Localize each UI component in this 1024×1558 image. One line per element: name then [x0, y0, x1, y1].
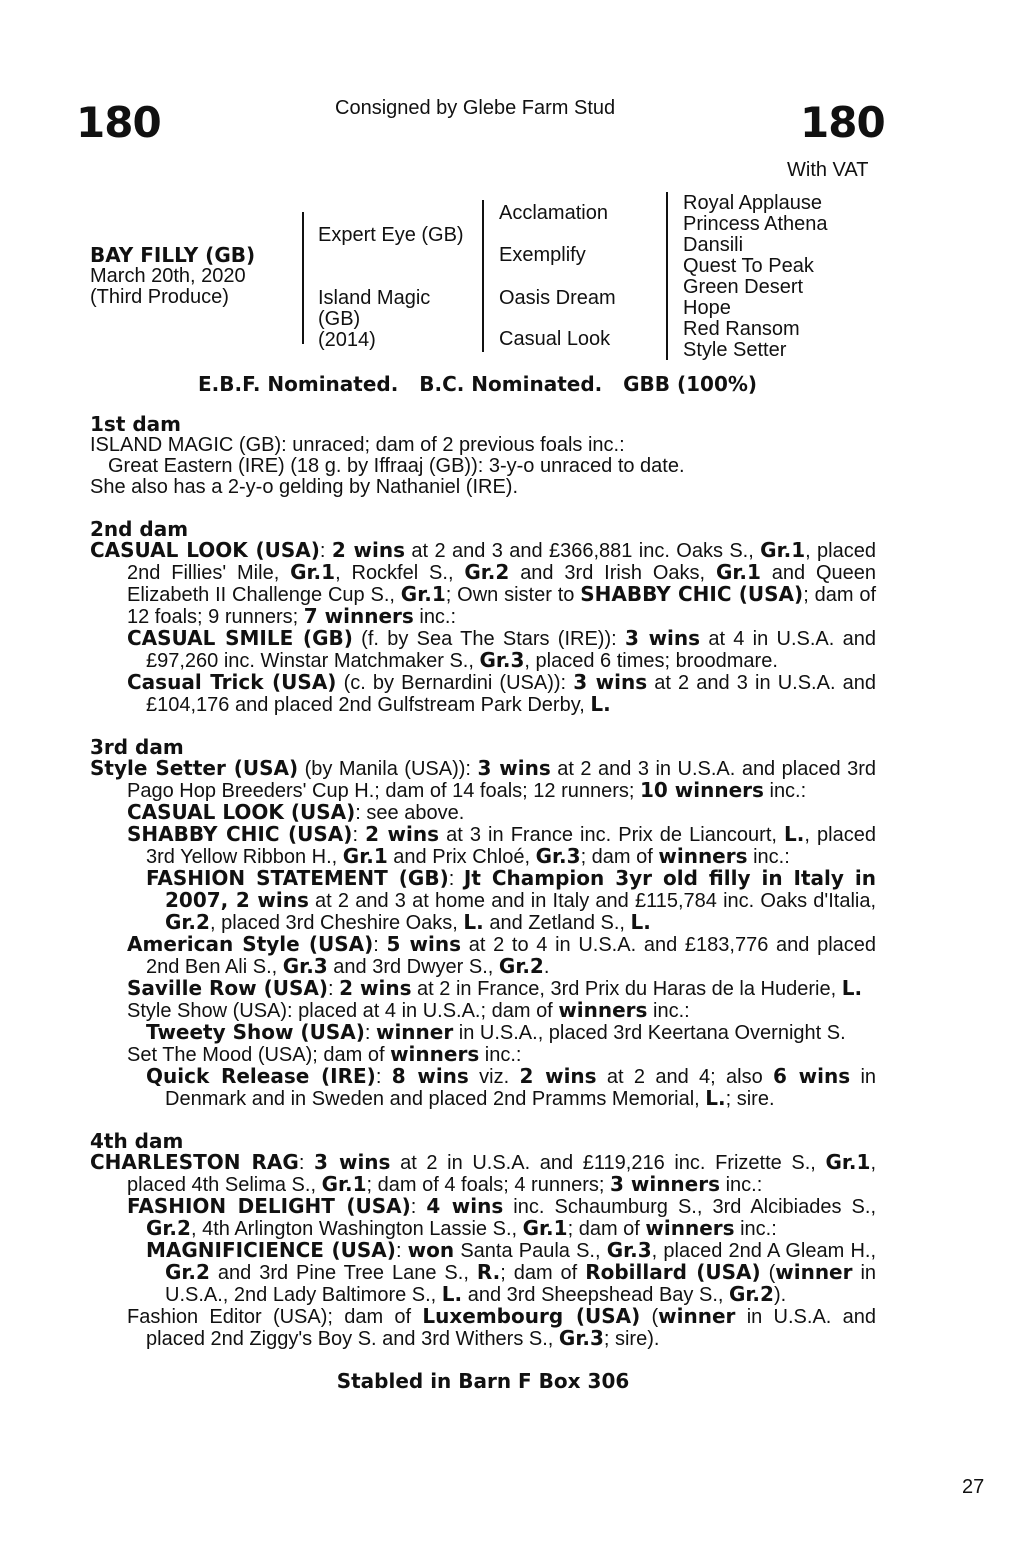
fourth-dam-produce-2: Fashion Editor (USA); dam of Luxembourg (USA) (winner in U.S.A. and placed 2nd Ziggy's Boy S. and 3rd Withers S., Gr.3; sire).: [127, 1304, 876, 1350]
fourth-dam-grandproduce-1: MAGNIFICIENCE (USA): won Santa Paula S., Gr.3, placed 2nd A Gleam H., Gr.2 and 3rd Pine Tree Lane S., R.; dam of Robillard (USA) (winner in U.S.A., 2nd Lady Baltimore S., L. and 3rd Sheepshead Bay S., Gr.2).: [146, 1238, 877, 1306]
lot-number-left: 180: [76, 98, 161, 147]
produce-note: (Third Produce): [90, 286, 229, 308]
pedigree-bracket-1: [302, 212, 304, 344]
pedigree-dam: [318, 288, 430, 351]
fourth-dam-entry: CHARLESTON RAG: 3 wins at 2 in U.S.A. and £119,216 inc. Frizette S., Gr.1, placed 4th Selima S., Gr.1; dam of 4 foals; 4 runners; 3 winners inc.:: [90, 1150, 876, 1196]
second-dam-produce-2: Casual Trick (USA) (c. by Bernardini (USA)): 3 wins at 2 and 3 in U.S.A. and £104,176 and placed 2nd Gulfstream Park Derby, L.: [127, 670, 876, 716]
first-dam-foal: Great Eastern (IRE) (18 g. by Iffraaj (GB)): 3-y-o unraced to date.: [108, 455, 685, 477]
pedigree-sire-sire: Acclamation: [499, 202, 608, 224]
pedigree-dam-sire: Oasis Dream: [499, 287, 616, 309]
nominations: E.B.F. Nominated. B.C. Nominated. GBB (100%): [198, 372, 758, 396]
fourth-dam-produce-1: FASHION DELIGHT (USA): 4 wins inc. Schaumburg S., 3rd Alcibiades S., Gr.2, 4th Arlington Washington Lassie S., Gr.1; dam of winners inc.:: [127, 1194, 877, 1240]
pedigree-dam-country: (GB): [318, 308, 361, 330]
foaling-date: March 20th, 2020: [90, 265, 246, 287]
pedigree-g7: Red Ransom: [683, 318, 800, 340]
third-dam-grandproduce-3: Quick Release (IRE): 8 wins viz. 2 wins at 2 and 4; also 6 wins in Denmark and in Sweden and placed 2nd Pramms Memorial, L.; sire.: [146, 1064, 877, 1110]
pedigree-bracket-2: [482, 200, 484, 352]
second-dam-heading: 2nd dam: [90, 517, 189, 541]
pedigree-dam-name: Island Magic: [318, 287, 431, 309]
pedigree-g4: Quest To Peak: [683, 255, 814, 277]
first-dam-heading: 1st dam: [90, 412, 181, 436]
stabled-note: Stabled in Barn F Box 306: [336, 1369, 630, 1393]
pedigree-grandparents: [683, 193, 828, 361]
horse-info: [90, 245, 255, 308]
consignor: Consigned by Glebe Farm Stud: [335, 97, 616, 119]
third-dam-produce-2: SHABBY CHIC (USA): 2 wins at 3 in France inc. Prix de Liancourt, L., placed 3rd Yellow Ribbon H., Gr.1 and Prix Chloé, Gr.3; dam of winners inc.:: [127, 822, 876, 868]
lot-number-right: 180: [800, 98, 885, 147]
pedigree-g2: Princess Athena: [683, 213, 828, 235]
vat-note: With VAT: [787, 159, 869, 181]
first-dam-line: ISLAND MAGIC (GB): unraced; dam of 2 previous foals inc.:: [90, 434, 625, 456]
pedigree-dam-year: (2014): [318, 329, 376, 351]
third-dam-heading: 3rd dam: [90, 735, 184, 759]
third-dam-produce-3: American Style (USA): 5 wins at 2 to 4 in U.S.A. and £183,776 and placed 2nd Ben Ali S., Gr.3 and 3rd Dwyer S., Gr.2.: [127, 932, 877, 978]
third-dam-produce-4: Saville Row (USA): 2 wins at 2 in France, 3rd Prix du Haras de la Huderie, L.: [127, 976, 863, 1000]
pedigree-sire: Expert Eye (GB): [318, 224, 464, 246]
third-dam-grandproduce-1: FASHION STATEMENT (GB): Jt Champion 3yr old filly in Italy in 2007, 2 wins at 2 and 3 at home and in Italy and £115,784 inc. Oaks d'Italia, Gr.2, placed 3rd Cheshire Oaks, L. and Zetland S., L.: [146, 866, 877, 934]
fourth-dam-heading: 4th dam: [90, 1129, 184, 1153]
horse-name: BAY FILLY (GB): [90, 243, 256, 267]
pedigree-sire-dam: Exemplify: [499, 244, 586, 266]
pedigree-bracket-3: [666, 192, 668, 360]
pedigree-g3: Dansili: [683, 234, 744, 256]
page-number: 27: [962, 1476, 985, 1498]
pedigree-g6: Hope: [683, 297, 731, 319]
pedigree-g8: Style Setter: [683, 339, 787, 361]
pedigree-dam-dam: Casual Look: [499, 328, 611, 350]
third-dam-entry: Style Setter (USA) (by Manila (USA)): 3 wins at 2 and 3 in U.S.A. and placed 3rd Pago Hop Breeders' Cup H.; dam of 14 foals; 12 runners; 10 winners inc.:: [90, 756, 877, 802]
third-dam-produce-1: CASUAL LOOK (USA): see above.: [127, 800, 465, 824]
first-dam-note: She also has a 2-y-o gelding by Nathaniel (IRE).: [90, 476, 519, 498]
third-dam-produce-5: Style Show (USA): placed at 4 in U.S.A.; dam of winners inc.:: [127, 998, 690, 1022]
third-dam-grandproduce-2: Tweety Show (USA): winner in U.S.A., placed 3rd Keertana Overnight S.: [146, 1020, 846, 1044]
second-dam-entry: CASUAL LOOK (USA): 2 wins at 2 and 3 and £366,881 inc. Oaks S., Gr.1, placed 2nd Fillies' Mile, Gr.1, Rockfel S., Gr.2 and 3rd Irish Oaks, Gr.1 and Queen Elizabeth II Challenge Cup S., Gr.1; Own sister to SHABBY CHIC (USA); dam of 12 foals; 9 runners; 7 winners inc.:: [90, 538, 877, 628]
pedigree-g5: Green Desert: [683, 276, 804, 298]
second-dam-produce-1: CASUAL SMILE (GB) (f. by Sea The Stars (IRE)): 3 wins at 4 in U.S.A. and £97,260 inc. Winstar Matchmaker S., Gr.3, placed 6 times; broodmare.: [127, 626, 876, 672]
pedigree-g1: Royal Applause: [683, 192, 822, 214]
catalogue-body: [90, 414, 876, 1392]
third-dam-produce-6: Set The Mood (USA); dam of winners inc.:: [127, 1042, 522, 1066]
